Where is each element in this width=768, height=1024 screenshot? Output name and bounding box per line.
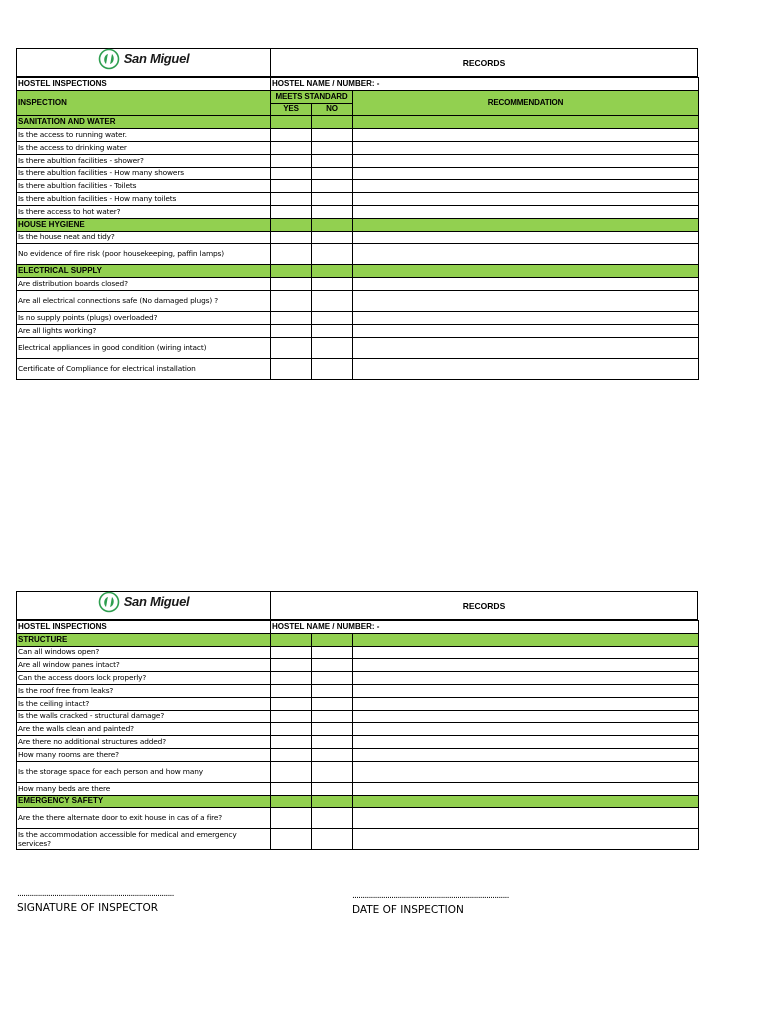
yes-cell[interactable] [271,231,312,244]
brand-name: San Miguel [123,51,190,66]
records-title: RECORDS [462,57,506,68]
inspection-question: Are all lights working? [17,324,271,337]
recommendation-cell[interactable] [353,723,699,736]
recommendation-cell[interactable] [353,205,699,218]
no-cell[interactable] [312,808,353,829]
recommendation-cell[interactable] [353,193,699,206]
no-cell[interactable] [312,672,353,685]
no-cell[interactable] [312,761,353,782]
section-title: HOUSE HYGIENE [17,218,271,231]
section-header-cell [312,265,353,278]
section-title: STRUCTURE [17,633,271,646]
no-header: NO [312,103,353,116]
inspection-form-1 [16,48,698,380]
inspection-question: Is there abultion facilities - How many toilets [17,193,271,206]
meets-standard-header: MEETS STANDARD [271,90,353,103]
section-header-cell [353,633,699,646]
no-cell[interactable] [312,697,353,710]
form-header [16,48,698,77]
section-header-sanitation-and-water [17,116,699,129]
section-header-cell [271,265,312,278]
no-cell[interactable] [312,736,353,749]
yes-cell[interactable] [271,672,312,685]
yes-cell[interactable] [271,782,312,795]
table-row [17,290,699,311]
table-row [17,748,699,761]
yes-cell[interactable] [271,808,312,829]
recommendation-cell[interactable] [353,672,699,685]
inspection-question: Can all windows open? [17,646,271,659]
no-cell[interactable] [312,154,353,167]
table-row [17,723,699,736]
table-row [17,646,699,659]
yes-cell[interactable] [271,723,312,736]
inspection-question: Are all window panes intact? [17,659,271,672]
inspection-question: Is the walls cracked - structural damage? [17,710,271,723]
inspection-question: How many beds are there [17,782,271,795]
yes-cell[interactable] [271,358,312,379]
table-row [17,311,699,324]
inspection-question: Is there abultion facilities - shower? [17,154,271,167]
yes-cell[interactable] [271,167,312,180]
no-cell[interactable] [312,193,353,206]
table-row [17,141,699,154]
yes-cell[interactable] [271,193,312,206]
recommendation-cell[interactable] [353,736,699,749]
yes-cell[interactable] [271,697,312,710]
inspection-question: Is the accommodation accessible for medical and emergency services? [17,829,271,850]
recommendation-cell[interactable] [353,154,699,167]
section-header-house-hygiene [17,218,699,231]
no-cell[interactable] [312,244,353,265]
recommendation-cell[interactable] [353,231,699,244]
inspection-question: Is the house neat and tidy? [17,231,271,244]
section-header-cell [271,218,312,231]
no-cell[interactable] [312,278,353,291]
recommendation-cell[interactable] [353,324,699,337]
san-miguel-logo-icon [98,591,120,613]
inspection-question: Are distribution boards closed? [17,278,271,291]
no-cell[interactable] [312,684,353,697]
yes-cell[interactable] [271,290,312,311]
table-row [17,244,699,265]
yes-cell[interactable] [271,646,312,659]
table-row [17,278,699,291]
inspection-question: Can the access doors lock properly? [17,672,271,685]
recommendation-cell[interactable] [353,684,699,697]
no-cell[interactable] [312,646,353,659]
signature-of-inspector-label: SIGNATURE OF INSPECTOR [17,902,159,914]
yes-cell[interactable] [271,244,312,265]
inspection-question: Is there access to hot water? [17,205,271,218]
yes-cell[interactable] [271,684,312,697]
no-cell[interactable] [312,129,353,142]
inspection-question: Is the storage space for each person and how many [17,761,271,782]
inspection-question: Is the roof free from leaks? [17,684,271,697]
table-row [17,358,699,379]
no-cell[interactable] [312,205,353,218]
no-cell[interactable] [312,231,353,244]
section-header-cell [353,116,699,129]
inspection-question: How many rooms are there? [17,748,271,761]
brand-logo [98,48,190,70]
inspection-question: Are the there alternate door to exit house in cas of a fire? [17,808,271,829]
recommendation-cell[interactable] [353,244,699,265]
section-header-emergency-safety [17,795,699,808]
section-title: ELECTRICAL SUPPLY [17,265,271,278]
section-header-cell [353,265,699,278]
inspection-question: Is no supply points (plugs) overloaded? [17,311,271,324]
table-row [17,808,699,829]
yes-cell[interactable] [271,129,312,142]
yes-cell[interactable] [271,710,312,723]
yes-cell[interactable] [271,659,312,672]
table-row [17,684,699,697]
inspection-question: Are there no additional structures added? [17,736,271,749]
recommendation-cell[interactable] [353,290,699,311]
no-cell[interactable] [312,167,353,180]
recommendation-cell[interactable] [353,829,699,850]
table-row [17,337,699,358]
no-cell[interactable] [312,829,353,850]
section-header-cell [353,795,699,808]
recommendation-cell[interactable] [353,358,699,379]
yes-cell[interactable] [271,311,312,324]
no-cell[interactable] [312,180,353,193]
recommendation-header: RECOMMENDATION [353,90,699,116]
recommendation-cell[interactable] [353,311,699,324]
recommendation-cell[interactable] [353,129,699,142]
yes-cell[interactable] [271,154,312,167]
section-header-cell [312,218,353,231]
recommendation-cell[interactable] [353,337,699,358]
san-miguel-logo-icon [98,48,120,70]
no-cell[interactable] [312,290,353,311]
yes-cell[interactable] [271,829,312,850]
table-row [17,710,699,723]
hostel-inspections-label: HOSTEL INSPECTIONS [17,78,271,91]
table-row [17,829,699,850]
section-header-electrical-supply [17,265,699,278]
table-row [17,129,699,142]
table-row [17,736,699,749]
recommendation-cell[interactable] [353,278,699,291]
brand-logo [98,591,190,613]
form-header [16,591,698,620]
signature-block [17,890,174,914]
logo-cell [17,592,271,619]
recommendation-cell[interactable] [353,748,699,761]
hostel-name-field[interactable]: HOSTEL NAME / NUMBER: - [271,621,699,634]
inspection-header: INSPECTION [17,90,271,116]
table-row [17,231,699,244]
hostel-name-field[interactable]: HOSTEL NAME / NUMBER: - [271,78,699,91]
hostel-info-row [17,78,699,91]
date-line[interactable]: ............................................................................ [352,891,509,901]
logo-cell [17,49,271,76]
date-of-inspection-label: DATE OF INSPECTION [352,904,464,916]
yes-cell[interactable] [271,278,312,291]
hostel-inspections-label: HOSTEL INSPECTIONS [17,621,271,634]
inspection-question: Electrical appliances in good condition (wiring intact) [17,337,271,358]
no-cell[interactable] [312,659,353,672]
table-row [17,672,699,685]
records-title: RECORDS [462,600,506,611]
yes-cell[interactable] [271,736,312,749]
no-cell[interactable] [312,141,353,154]
recommendation-cell[interactable] [353,808,699,829]
inspection-question: Is there abultion facilities - How many showers [17,167,271,180]
no-cell[interactable] [312,748,353,761]
brand-name: San Miguel [123,594,190,609]
table-row [17,180,699,193]
section-title: EMERGENCY SAFETY [17,795,271,808]
hostel-info-row [17,621,699,634]
recommendation-cell[interactable] [353,761,699,782]
column-header-row [17,90,699,103]
table-row [17,154,699,167]
table-row [17,697,699,710]
recommendation-cell[interactable] [353,697,699,710]
inspection-question: No evidence of fire risk (poor housekeeping, paffin lamps) [17,244,271,265]
yes-header: YES [271,103,312,116]
inspection-question: Certificate of Compliance for electrical installation [17,358,271,379]
signature-line[interactable]: ............................................................................ [17,889,174,899]
section-header-cell [271,633,312,646]
table-row [17,205,699,218]
section-header-cell [271,795,312,808]
recommendation-cell[interactable] [353,782,699,795]
section-header-cell [312,633,353,646]
yes-cell[interactable] [271,180,312,193]
date-block [352,892,509,916]
section-header-structure [17,633,699,646]
table-row [17,659,699,672]
section-header-cell [312,795,353,808]
no-cell[interactable] [312,324,353,337]
inspection-form-2 [16,591,698,850]
section-title: SANITATION AND WATER [17,116,271,129]
recommendation-cell[interactable] [353,167,699,180]
no-cell[interactable] [312,710,353,723]
recommendation-cell[interactable] [353,141,699,154]
inspection-question: Is the access to drinking water [17,141,271,154]
recommendation-cell[interactable] [353,659,699,672]
yes-cell[interactable] [271,748,312,761]
no-cell[interactable] [312,358,353,379]
inspection-table-2 [16,620,699,850]
recommendation-cell[interactable] [353,710,699,723]
table-row [17,193,699,206]
inspection-question: Is there abultion facilities - Toilets [17,180,271,193]
yes-cell[interactable] [271,205,312,218]
table-row [17,761,699,782]
no-cell[interactable] [312,723,353,736]
table-row [17,167,699,180]
inspection-question: Is the access to running water. [17,129,271,142]
section-header-cell [353,218,699,231]
yes-cell[interactable] [271,141,312,154]
section-header-cell [312,116,353,129]
inspection-question: Is the ceiling intact? [17,697,271,710]
section-header-cell [271,116,312,129]
no-cell[interactable] [312,782,353,795]
yes-cell[interactable] [271,337,312,358]
recommendation-cell[interactable] [353,646,699,659]
table-row [17,324,699,337]
yes-cell[interactable] [271,324,312,337]
inspection-question: Are the walls clean and painted? [17,723,271,736]
inspection-question: Are all electrical connections safe (No damaged plugs) ? [17,290,271,311]
no-cell[interactable] [312,337,353,358]
recommendation-cell[interactable] [353,180,699,193]
inspection-table-1 [16,77,699,380]
no-cell[interactable] [312,311,353,324]
table-row [17,782,699,795]
yes-cell[interactable] [271,761,312,782]
